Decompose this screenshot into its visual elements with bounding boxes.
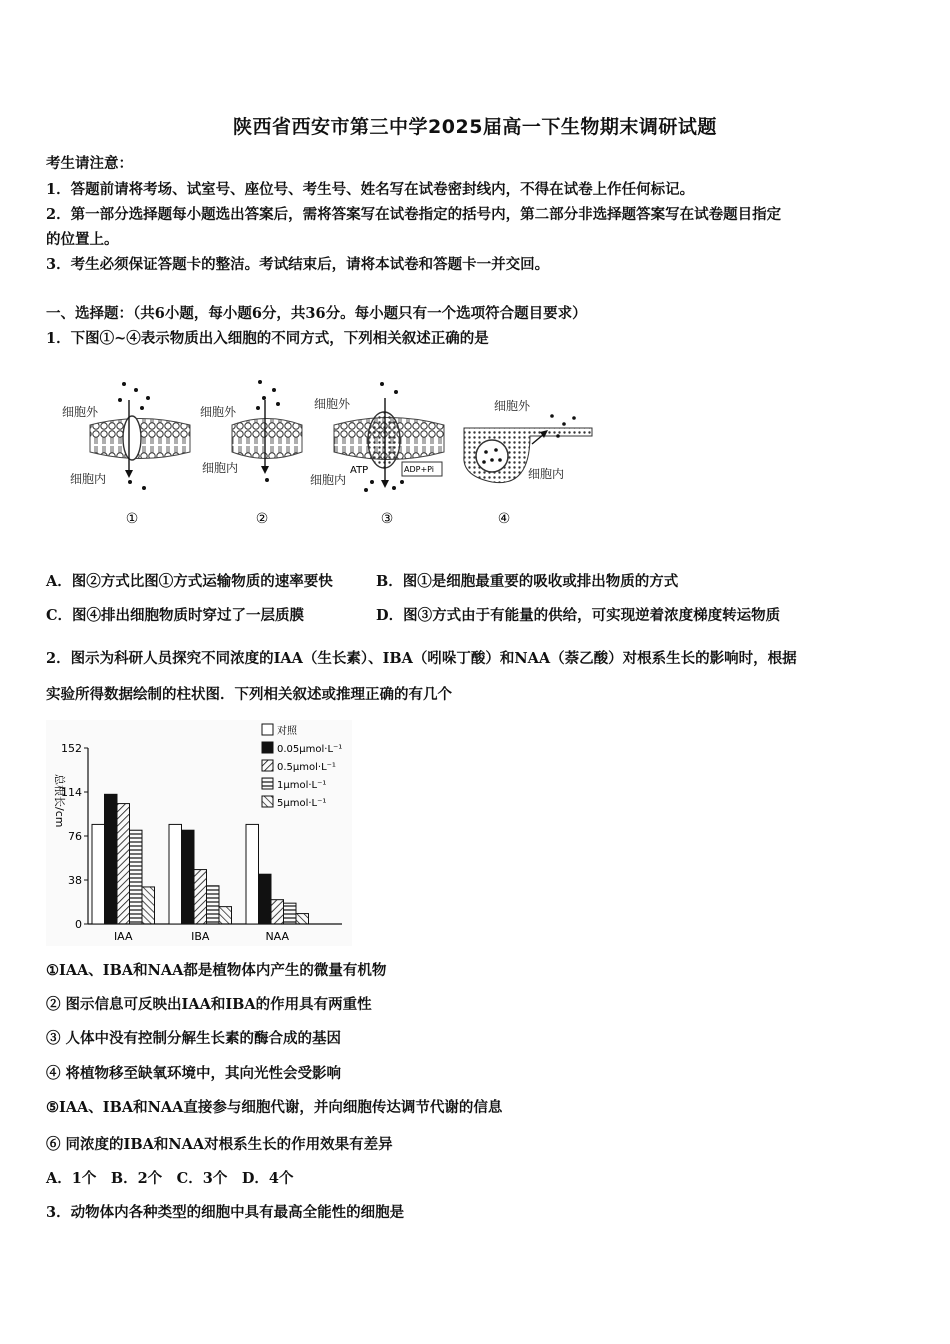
bar: [142, 887, 155, 924]
page-title: 陕西省西安市第三中学2025届高一下生物期末调研试题: [233, 116, 717, 138]
q3-stem: 3．动物体内各种类型的细胞中具有最高全能性的细胞是: [46, 1204, 405, 1221]
bar: [271, 900, 284, 924]
q2-statement: ⑥ 同浓度的IBA和NAA对根系生长的作用效果有差异: [46, 1136, 393, 1153]
q1-option-b: B．图①是细胞最重要的吸收或排出物质的方式: [376, 573, 679, 590]
x-tick-label: NAA: [265, 930, 290, 943]
outside-label: 细胞外: [62, 405, 99, 419]
legend-label: 5μmol·L⁻¹: [277, 798, 327, 809]
bar: [92, 824, 105, 924]
figure-label: ②: [255, 511, 269, 527]
bar: [105, 794, 118, 924]
notice-item: 3．考生必须保证答题卡的整洁。考试结束后，请将本试卷和答题卡一并交回。: [46, 256, 550, 273]
figure-4: [464, 399, 592, 527]
bar: [259, 874, 272, 924]
transport-figure: [52, 370, 612, 540]
q2-statement: ④ 将植物移至缺氧环境中，其向光性会受影响: [46, 1065, 342, 1082]
figure-2: [200, 380, 302, 527]
bar: [284, 903, 297, 924]
adp-label: ADP+Pi: [404, 465, 435, 474]
legend-swatch: [262, 742, 273, 753]
inside-label: 细胞内: [528, 467, 565, 481]
section-heading: 一、选择题：（共6小题，每小题6分，共36分。每小题只有一个选项符合题目要求）: [46, 305, 587, 322]
x-tick-label: IAA: [113, 930, 133, 943]
figure-label: ③: [380, 511, 394, 527]
y-tick-label: 152: [61, 742, 82, 755]
legend-label: 0.05μmol·L⁻¹: [277, 744, 343, 755]
legend-label: 0.5μmol·L⁻¹: [277, 762, 336, 773]
notice-item: 1．答题前请将考场、试室号、座位号、考生号、姓名写在试卷密封线内，不得在试卷上作任何标记。: [46, 181, 695, 198]
q1-option-c: C．图④排出细胞物质时穿过了一层质膜: [46, 607, 305, 624]
figure-3: [310, 382, 444, 527]
q2-statement: ①IAA、IBA和NAA都是植物体内产生的微量有机物: [46, 962, 387, 979]
chart-ylabel: 总根长/cm: [53, 774, 66, 828]
q1-option-a: A．图②方式比图①方式运输物质的速率要快: [46, 573, 333, 590]
legend-swatch: [262, 796, 273, 807]
outside-label: 细胞外: [494, 399, 531, 413]
legend-label: 1μmol·L⁻¹: [277, 780, 327, 791]
q2-statement: ⑤IAA、IBA和NAA直接参与细胞代谢，并向细胞传达调节代谢的信息: [46, 1099, 503, 1116]
atp-label: ATP: [350, 465, 369, 476]
bar: [296, 914, 309, 924]
q2-statement: ② 图示信息可反映出IAA和IBA的作用具有两重性: [46, 996, 372, 1013]
notice-item: 2．第一部分选择题每小题选出答案后，需将答案写在试卷指定的括号内，第二部分非选择题答案写在试卷题目指定: [46, 206, 782, 223]
outside-label: 细胞外: [314, 397, 351, 411]
notice-heading: 考生请注意：: [46, 155, 133, 172]
q2-stem: 实验所得数据绘制的柱状图．下列相关叙述或推理正确的有几个: [46, 686, 452, 703]
y-tick-label: 76: [68, 830, 82, 843]
bar: [169, 824, 182, 924]
bar: [207, 886, 220, 924]
notice-item: 的位置上。: [46, 231, 119, 248]
bar: [194, 870, 207, 924]
figure-label: ④: [497, 511, 511, 527]
q2-options: A．1个 B．2个 C．3个 D．4个: [46, 1170, 294, 1187]
figure-1: [62, 382, 190, 527]
inside-label: 细胞内: [70, 472, 107, 486]
q1-option-d: D．图③方式由于有能量的供给，可实现逆着浓度梯度转运物质: [376, 607, 781, 624]
root-length-chart: [46, 720, 352, 946]
legend-label: 对照: [277, 726, 297, 737]
q2-statement: ③ 人体中没有控制分解生长素的酶合成的基因: [46, 1030, 342, 1047]
inside-label: 细胞内: [202, 461, 239, 475]
y-tick-label: 38: [68, 874, 82, 887]
figure-label: ①: [125, 511, 139, 527]
bar: [130, 830, 143, 924]
q1-stem: 1．下图①~④表示物质出入细胞的不同方式，下列相关叙述正确的是: [46, 330, 489, 347]
inside-label: 细胞内: [310, 473, 347, 487]
x-tick-label: IBA: [191, 930, 210, 943]
y-tick-label: 0: [75, 918, 82, 931]
legend-swatch: [262, 760, 273, 771]
y-tick-label: 114: [61, 786, 82, 799]
legend-swatch: [262, 778, 273, 789]
outside-label: 细胞外: [200, 405, 237, 419]
bar: [117, 804, 130, 924]
bar: [182, 830, 195, 924]
legend-swatch: [262, 724, 273, 735]
q2-stem: 2．图示为科研人员探究不同浓度的IAA（生长素）、IBA（吲哚丁酸）和NAA（萘乙酸）对根系生长的影响时，根据: [46, 650, 797, 667]
bar: [219, 907, 232, 924]
bar: [246, 824, 259, 924]
